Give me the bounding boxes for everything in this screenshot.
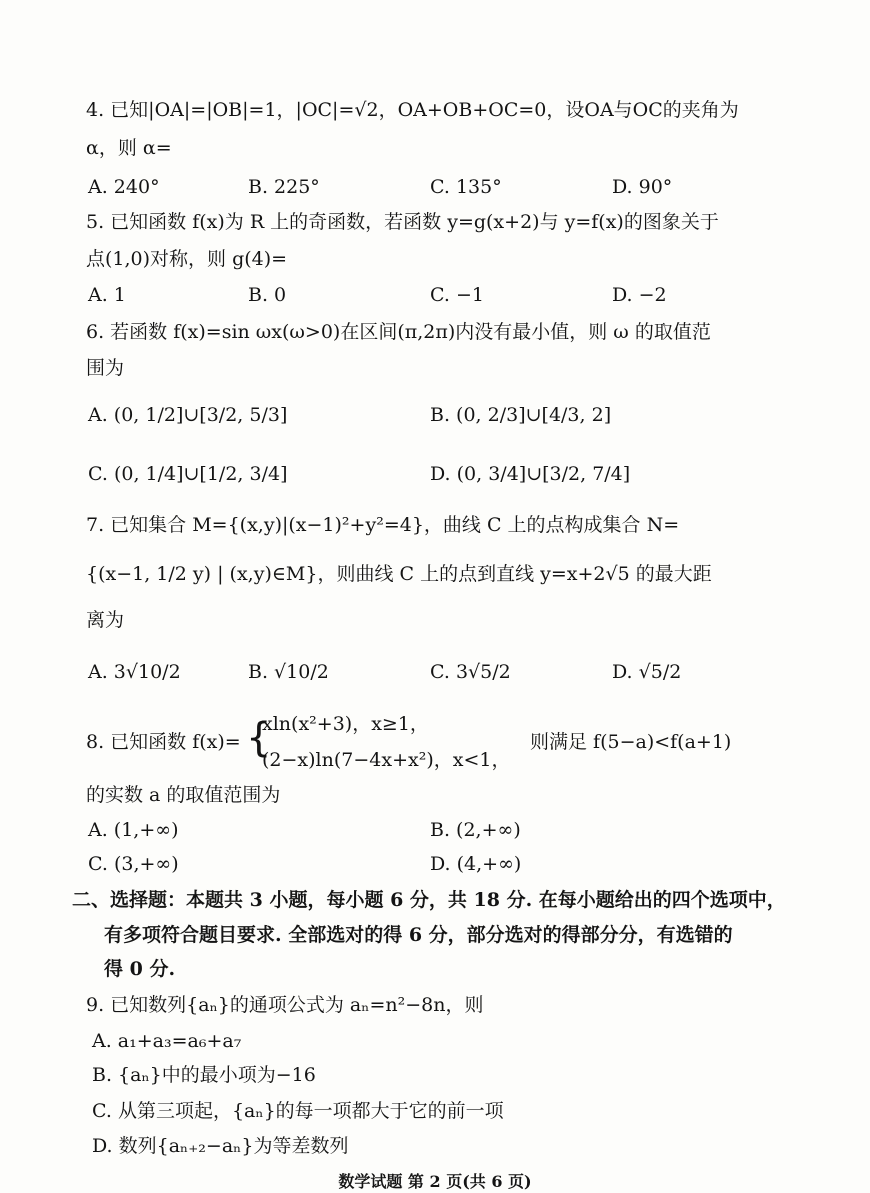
q6-line1: 6. 若函数 f(x)=sin ωx(ω>0)在区间(π,2π)内没有最小值，则 ω 的取值范 bbox=[86, 321, 711, 343]
q9-option-b: B. {aₙ}中的最小项为−16 bbox=[92, 1064, 316, 1086]
q8-option-d: D. (4,+∞) bbox=[430, 853, 522, 875]
q5-line1: 5. 已知函数 f(x)为 R 上的奇函数，若函数 y=g(x+2)与 y=f(x)的图象关于 bbox=[86, 211, 719, 233]
page-footer: 数学试题 第 2 页(共 6 页) bbox=[338, 1172, 532, 1191]
q8-option-a: A. (1,+∞) bbox=[88, 819, 179, 841]
q6-option-a: A. (0, 1/2]∪[3/2, 5/3] bbox=[88, 404, 288, 426]
q6-option-b: B. (0, 2/3]∪[4/3, 2] bbox=[430, 404, 612, 426]
q7-option-b: B. √10/2 bbox=[248, 661, 329, 683]
q8-tail: 则满足 f(5−a)<f(a+1) bbox=[530, 731, 732, 753]
q8-option-b: B. (2,+∞) bbox=[430, 819, 521, 841]
section2-line2: 有多项符合题目要求. 全部选对的得 6 分，部分选对的得部分分，有选错的 bbox=[104, 924, 733, 946]
q8-brace: { bbox=[246, 715, 272, 761]
q4-line2: α，则 α= bbox=[86, 137, 172, 159]
q6-option-d: D. (0, 3/4]∪[3/2, 7/4] bbox=[430, 463, 631, 485]
q9-option-d: D. 数列{aₙ₊₂−aₙ}为等差数列 bbox=[92, 1135, 349, 1157]
q9-line1: 9. 已知数列{aₙ}的通项公式为 aₙ=n²−8n，则 bbox=[86, 994, 484, 1016]
q5-line2: 点(1,0)对称，则 g(4)= bbox=[86, 248, 288, 270]
q8-option-c: C. (3,+∞) bbox=[88, 853, 179, 875]
q9-option-c: C. 从第三项起，{aₙ}的每一项都大于它的前一项 bbox=[92, 1100, 504, 1122]
q7-option-a: A. 3√10/2 bbox=[88, 661, 181, 683]
q7-line2: {(x−1, 1/2 y) | (x,y)∈M}，则曲线 C 上的点到直线 y=x+2√5 的最大距 bbox=[86, 563, 712, 585]
section2-line1: 二、选择题：本题共 3 小题，每小题 6 分，共 18 分. 在每小题给出的四个选项中， bbox=[72, 889, 786, 911]
q4-option-a: A. 240° bbox=[88, 176, 160, 198]
q5-option-a: A. 1 bbox=[88, 284, 126, 306]
q5-option-c: C. −1 bbox=[430, 284, 484, 306]
q8-line2: 的实数 a 的取值范围为 bbox=[86, 784, 281, 806]
q7-option-d: D. √5/2 bbox=[612, 661, 682, 683]
q7-line1: 7. 已知集合 M={(x,y)|(x−1)²+y²=4}，曲线 C 上的点构成集合 N= bbox=[86, 514, 680, 536]
q4-option-b: B. 225° bbox=[248, 176, 320, 198]
q8-line1: 8. 已知函数 f(x)= bbox=[86, 731, 241, 753]
q4-option-c: C. 135° bbox=[430, 176, 502, 198]
section2-line3: 得 0 分. bbox=[104, 958, 176, 980]
q8-case2: (2−x)ln(7−4x+x²)，x<1， bbox=[262, 749, 511, 771]
q4-line1: 4. 已知|OA|=|OB|=1，|OC|=√2，OA+OB+OC=0，设OA与OC的夹角为 bbox=[86, 99, 739, 121]
q7-line3: 离为 bbox=[86, 609, 125, 631]
q8-case1: xln(x²+3)，x≥1， bbox=[262, 713, 429, 735]
q5-option-d: D. −2 bbox=[612, 284, 667, 306]
q6-line2: 围为 bbox=[86, 357, 125, 379]
q9-option-a: A. a₁+a₃=a₆+a₇ bbox=[92, 1030, 242, 1052]
q5-option-b: B. 0 bbox=[248, 284, 287, 306]
q6-option-c: C. (0, 1/4]∪[1/2, 3/4] bbox=[88, 463, 288, 485]
q4-option-d: D. 90° bbox=[612, 176, 673, 198]
q7-option-c: C. 3√5/2 bbox=[430, 661, 511, 683]
